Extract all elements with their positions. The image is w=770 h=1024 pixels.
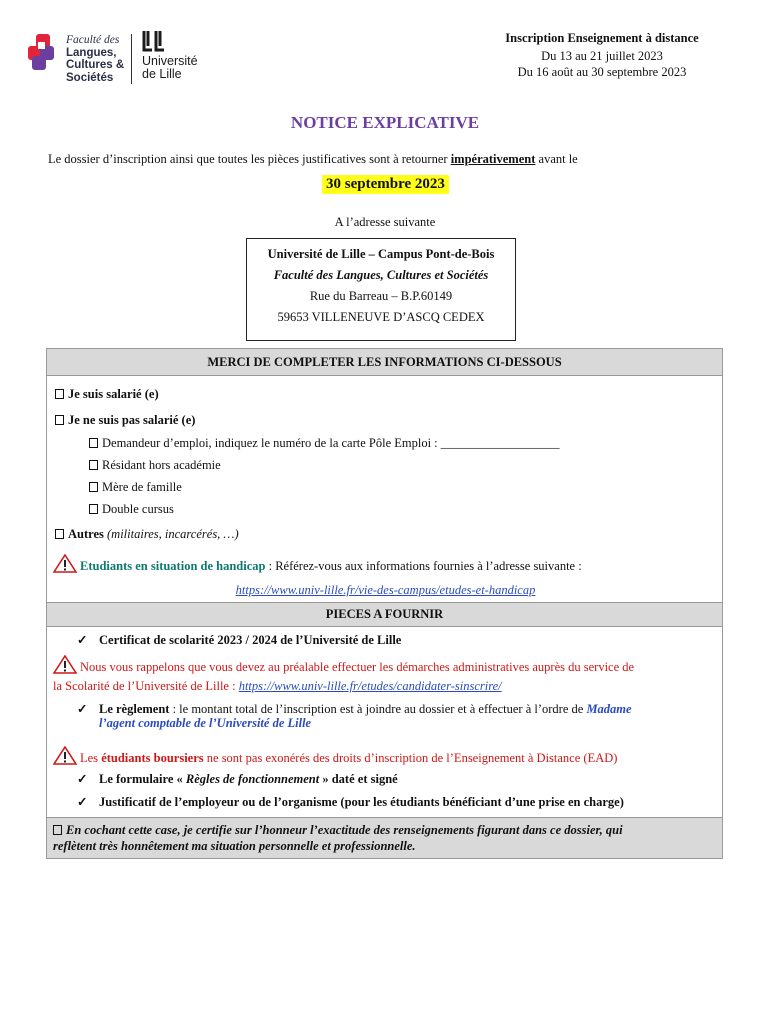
- handicap-label: Etudiants en situation de handicap: [80, 559, 266, 573]
- checkbox-icon[interactable]: [55, 389, 64, 399]
- checkbox-icon[interactable]: [55, 415, 64, 425]
- piece-reglement-text: : le montant total de l’inscription est à joindre au dossier et à effectuer à l’ordre de: [169, 702, 587, 716]
- address-line-1: Université de Lille – Campus Pont-de-Bois: [267, 247, 495, 261]
- checkbox-icon[interactable]: [89, 482, 98, 492]
- checkbox-icon[interactable]: [55, 529, 64, 539]
- option-non-salarie-label: Je ne suis pas salarié (e): [68, 413, 196, 427]
- piece-reglement-payee: Madame: [586, 702, 632, 716]
- piece-reglement-label: Le règlement: [99, 702, 170, 716]
- warning-boursiers-before: Les: [80, 751, 102, 765]
- option-demandeur-emploi[interactable]: [89, 436, 560, 451]
- warning-triangle-icon: [53, 655, 77, 674]
- option-mere-famille-label: Mère de famille: [102, 480, 182, 494]
- option-autres-label: Autres: [68, 527, 104, 541]
- piece-formulaire-after: » daté et signé: [319, 772, 398, 786]
- intro-text: [48, 152, 578, 167]
- piece-formulaire-before: Le formulaire «: [99, 772, 186, 786]
- form-box: [46, 348, 723, 859]
- intro-emphasis: impérativement: [450, 152, 536, 166]
- intro-before: Le dossier d’inscription ainsi que toutes les pièces justificatives sont à retourner: [48, 152, 451, 166]
- address-intro: A l’adresse suivante: [334, 215, 436, 229]
- notice-title: NOTICE EXPLICATIVE: [290, 113, 480, 132]
- checkmark-icon: ✓: [77, 633, 88, 647]
- address-line-2: Faculté des Langues, Cultures et Sociétés: [273, 268, 489, 282]
- option-mere-famille[interactable]: [89, 480, 182, 495]
- checkmark-icon: ✓: [77, 795, 88, 809]
- header-info: [482, 30, 722, 80]
- university-logo: Université de Lille: [142, 30, 198, 81]
- option-demandeur-emploi-label: Demandeur d’emploi, indiquez le numéro de la carte Pôle Emploi : ___________________: [102, 436, 560, 450]
- warning-boursiers-bold: étudiants boursiers: [101, 751, 204, 765]
- checkbox-icon[interactable]: [89, 438, 98, 448]
- section-header-pieces: PIECES A FOURNIR: [47, 602, 722, 627]
- warning-scolarite-text-2: la Scolarité de l’Université de Lille :: [53, 679, 239, 693]
- certification-line-2: reflètent très honnêtement ma situation personnelle et professionnelle.: [53, 839, 416, 853]
- address-line-4: 59653 VILLENEUVE D’ASCQ CEDEX: [277, 310, 485, 324]
- address-line-3: Rue du Barreau – B.P.60149: [309, 289, 453, 303]
- option-salarie-label: Je suis salarié (e): [68, 387, 159, 401]
- handicap-link[interactable]: https://www.univ-lille.fr/vie-des-campus/etudes-et-handicap: [235, 583, 536, 597]
- piece-formulaire: [77, 771, 398, 787]
- checkbox-icon[interactable]: [89, 460, 98, 470]
- option-hors-academie-label: Résidant hors académie: [102, 458, 221, 472]
- piece-certificat: [77, 632, 401, 648]
- piece-formulaire-italic: Règles de fonctionnement: [185, 772, 320, 786]
- checkmark-icon: ✓: [77, 702, 88, 716]
- handicap-notice: [53, 554, 582, 574]
- piece-justificatif: [77, 794, 624, 810]
- warning-scolarite-line1: [53, 655, 634, 675]
- intro-after: avant le: [535, 152, 578, 166]
- piece-reglement: [77, 701, 632, 717]
- section-header-info: MERCI DE COMPLETER LES INFORMATIONS CI-DESSOUS: [47, 348, 722, 376]
- warning-boursiers-after: ne sont pas exonérés des droits d’inscription de l’Enseignement à Distance (EAD): [203, 751, 618, 765]
- address-box: [246, 238, 516, 341]
- header-date-2: Du 16 août au 30 septembre 2023: [517, 65, 687, 79]
- piece-certificat-label: Certificat de scolarité 2023 / 2024 de l’Université de Lille: [99, 633, 402, 647]
- logo-divider: [131, 34, 132, 84]
- certification-box[interactable]: [47, 817, 722, 859]
- candidater-link[interactable]: https://www.univ-lille.fr/etudes/candidater-sinscrire/: [238, 679, 502, 693]
- warning-triangle-icon: [53, 746, 77, 765]
- warning-scolarite-line2: [53, 679, 502, 694]
- university-logo-icon: [142, 30, 166, 52]
- header-date-1: Du 13 au 21 juillet 2023: [541, 49, 663, 63]
- certification-line-1: En cochant cette case, je certifie sur l’honneur l’exactitude des renseignements figurant dans ce dossier, qui: [66, 823, 623, 837]
- warning-triangle-icon: [53, 554, 77, 573]
- option-autres[interactable]: [55, 527, 239, 542]
- option-double-cursus-label: Double cursus: [102, 502, 174, 516]
- piece-reglement-payee-2: l’agent comptable de l’Université de Lille: [99, 716, 312, 730]
- deadline-date: 30 septembre 2023: [322, 175, 449, 194]
- checkmark-icon: ✓: [77, 772, 88, 786]
- header-title: Inscription Enseignement à distance: [505, 31, 699, 45]
- faculty-logo-text: Faculté des Langues, Cultures & Sociétés: [66, 34, 125, 84]
- warning-boursiers: [53, 746, 617, 766]
- warning-scolarite-text: Nous vous rappelons que vous devez au préalable effectuer les démarches administratives auprès du service de: [80, 660, 635, 674]
- option-salarie[interactable]: [55, 387, 159, 402]
- handicap-text: : Référez-vous aux informations fournies à l’adresse suivante :: [265, 559, 582, 573]
- checkbox-icon[interactable]: [89, 504, 98, 514]
- option-non-salarie[interactable]: [55, 413, 195, 428]
- option-hors-academie[interactable]: [89, 458, 221, 473]
- option-autres-detail: (militaires, incarcérés, …): [107, 527, 239, 541]
- option-double-cursus[interactable]: [89, 502, 174, 517]
- checkbox-icon[interactable]: [53, 825, 62, 835]
- piece-justificatif-label: Justificatif de l’employeur ou de l’organisme (pour les étudiants bénéficiant d’une prise en charge): [99, 795, 624, 809]
